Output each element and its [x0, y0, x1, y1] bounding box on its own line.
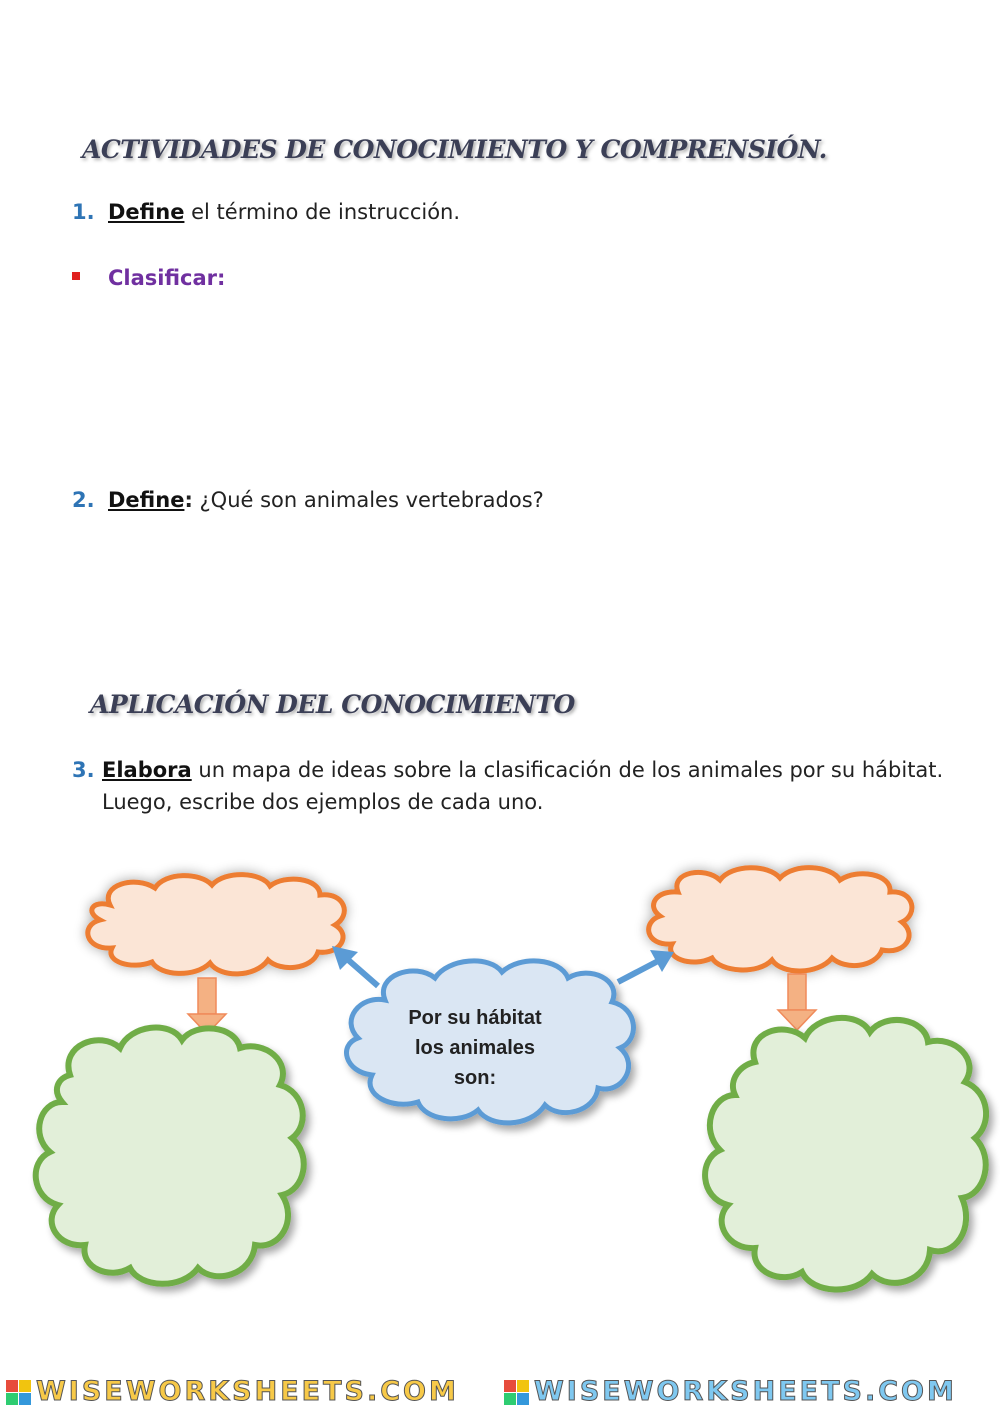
question-3: [72, 758, 943, 782]
center-cloud-text: [380, 1003, 570, 1093]
classify-label: Clasificar:: [108, 266, 226, 290]
question-2-colon: :: [184, 488, 193, 512]
arrow-up-left-icon: [332, 946, 378, 986]
wiseworksheets-logo-icon: [6, 1380, 32, 1406]
question-1-number: 1.: [72, 200, 95, 224]
orange-cloud-left: [88, 875, 345, 974]
idea-map-diagram: [0, 840, 1000, 1360]
question-2-text: ¿Qué son animales vertebrados?: [192, 488, 544, 512]
watermark-text-1: WISEWORKSHEETS.COM: [36, 1376, 459, 1407]
question-3-line-2: Luego, escribe dos ejemplos de cada uno.: [102, 790, 544, 814]
question-2: [72, 488, 544, 512]
arrow-up-right-icon: [618, 950, 674, 982]
question-3-text: un mapa de ideas sobre la clasificación de los animales por su hábitat.: [191, 758, 944, 782]
wiseworksheets-logo-icon-2: [504, 1380, 530, 1406]
arrow-down-right-icon: [778, 974, 816, 1030]
footer-watermark: [0, 1372, 1000, 1413]
center-text-line-3: son:: [453, 1067, 497, 1089]
bullet-square-icon: [72, 272, 80, 280]
orange-cloud-right: [649, 868, 912, 971]
section-title-application: APLICACIÓN DEL CONOCIMIENTO: [90, 690, 575, 719]
question-2-number: 2.: [72, 488, 95, 512]
question-1-keyword: Define: [108, 200, 185, 224]
center-text-line-1: Por su hábitat: [408, 1007, 542, 1029]
question-3-keyword: Elabora: [102, 758, 192, 782]
green-cloud-right: [705, 1018, 986, 1290]
question-1: [72, 200, 460, 224]
section-title-knowledge: ACTIVIDADES DE CONOCIMIENTO Y COMPRENSIÓN.: [82, 135, 827, 164]
center-text-line-2: los animales: [414, 1037, 536, 1059]
watermark-text-2: WISEWORKSHEETS.COM: [534, 1376, 957, 1407]
green-cloud-left: [36, 1028, 304, 1284]
question-3-number: 3.: [72, 758, 95, 782]
question-1-text: el término de instrucción.: [184, 200, 461, 224]
question-2-keyword: Define: [108, 488, 185, 512]
